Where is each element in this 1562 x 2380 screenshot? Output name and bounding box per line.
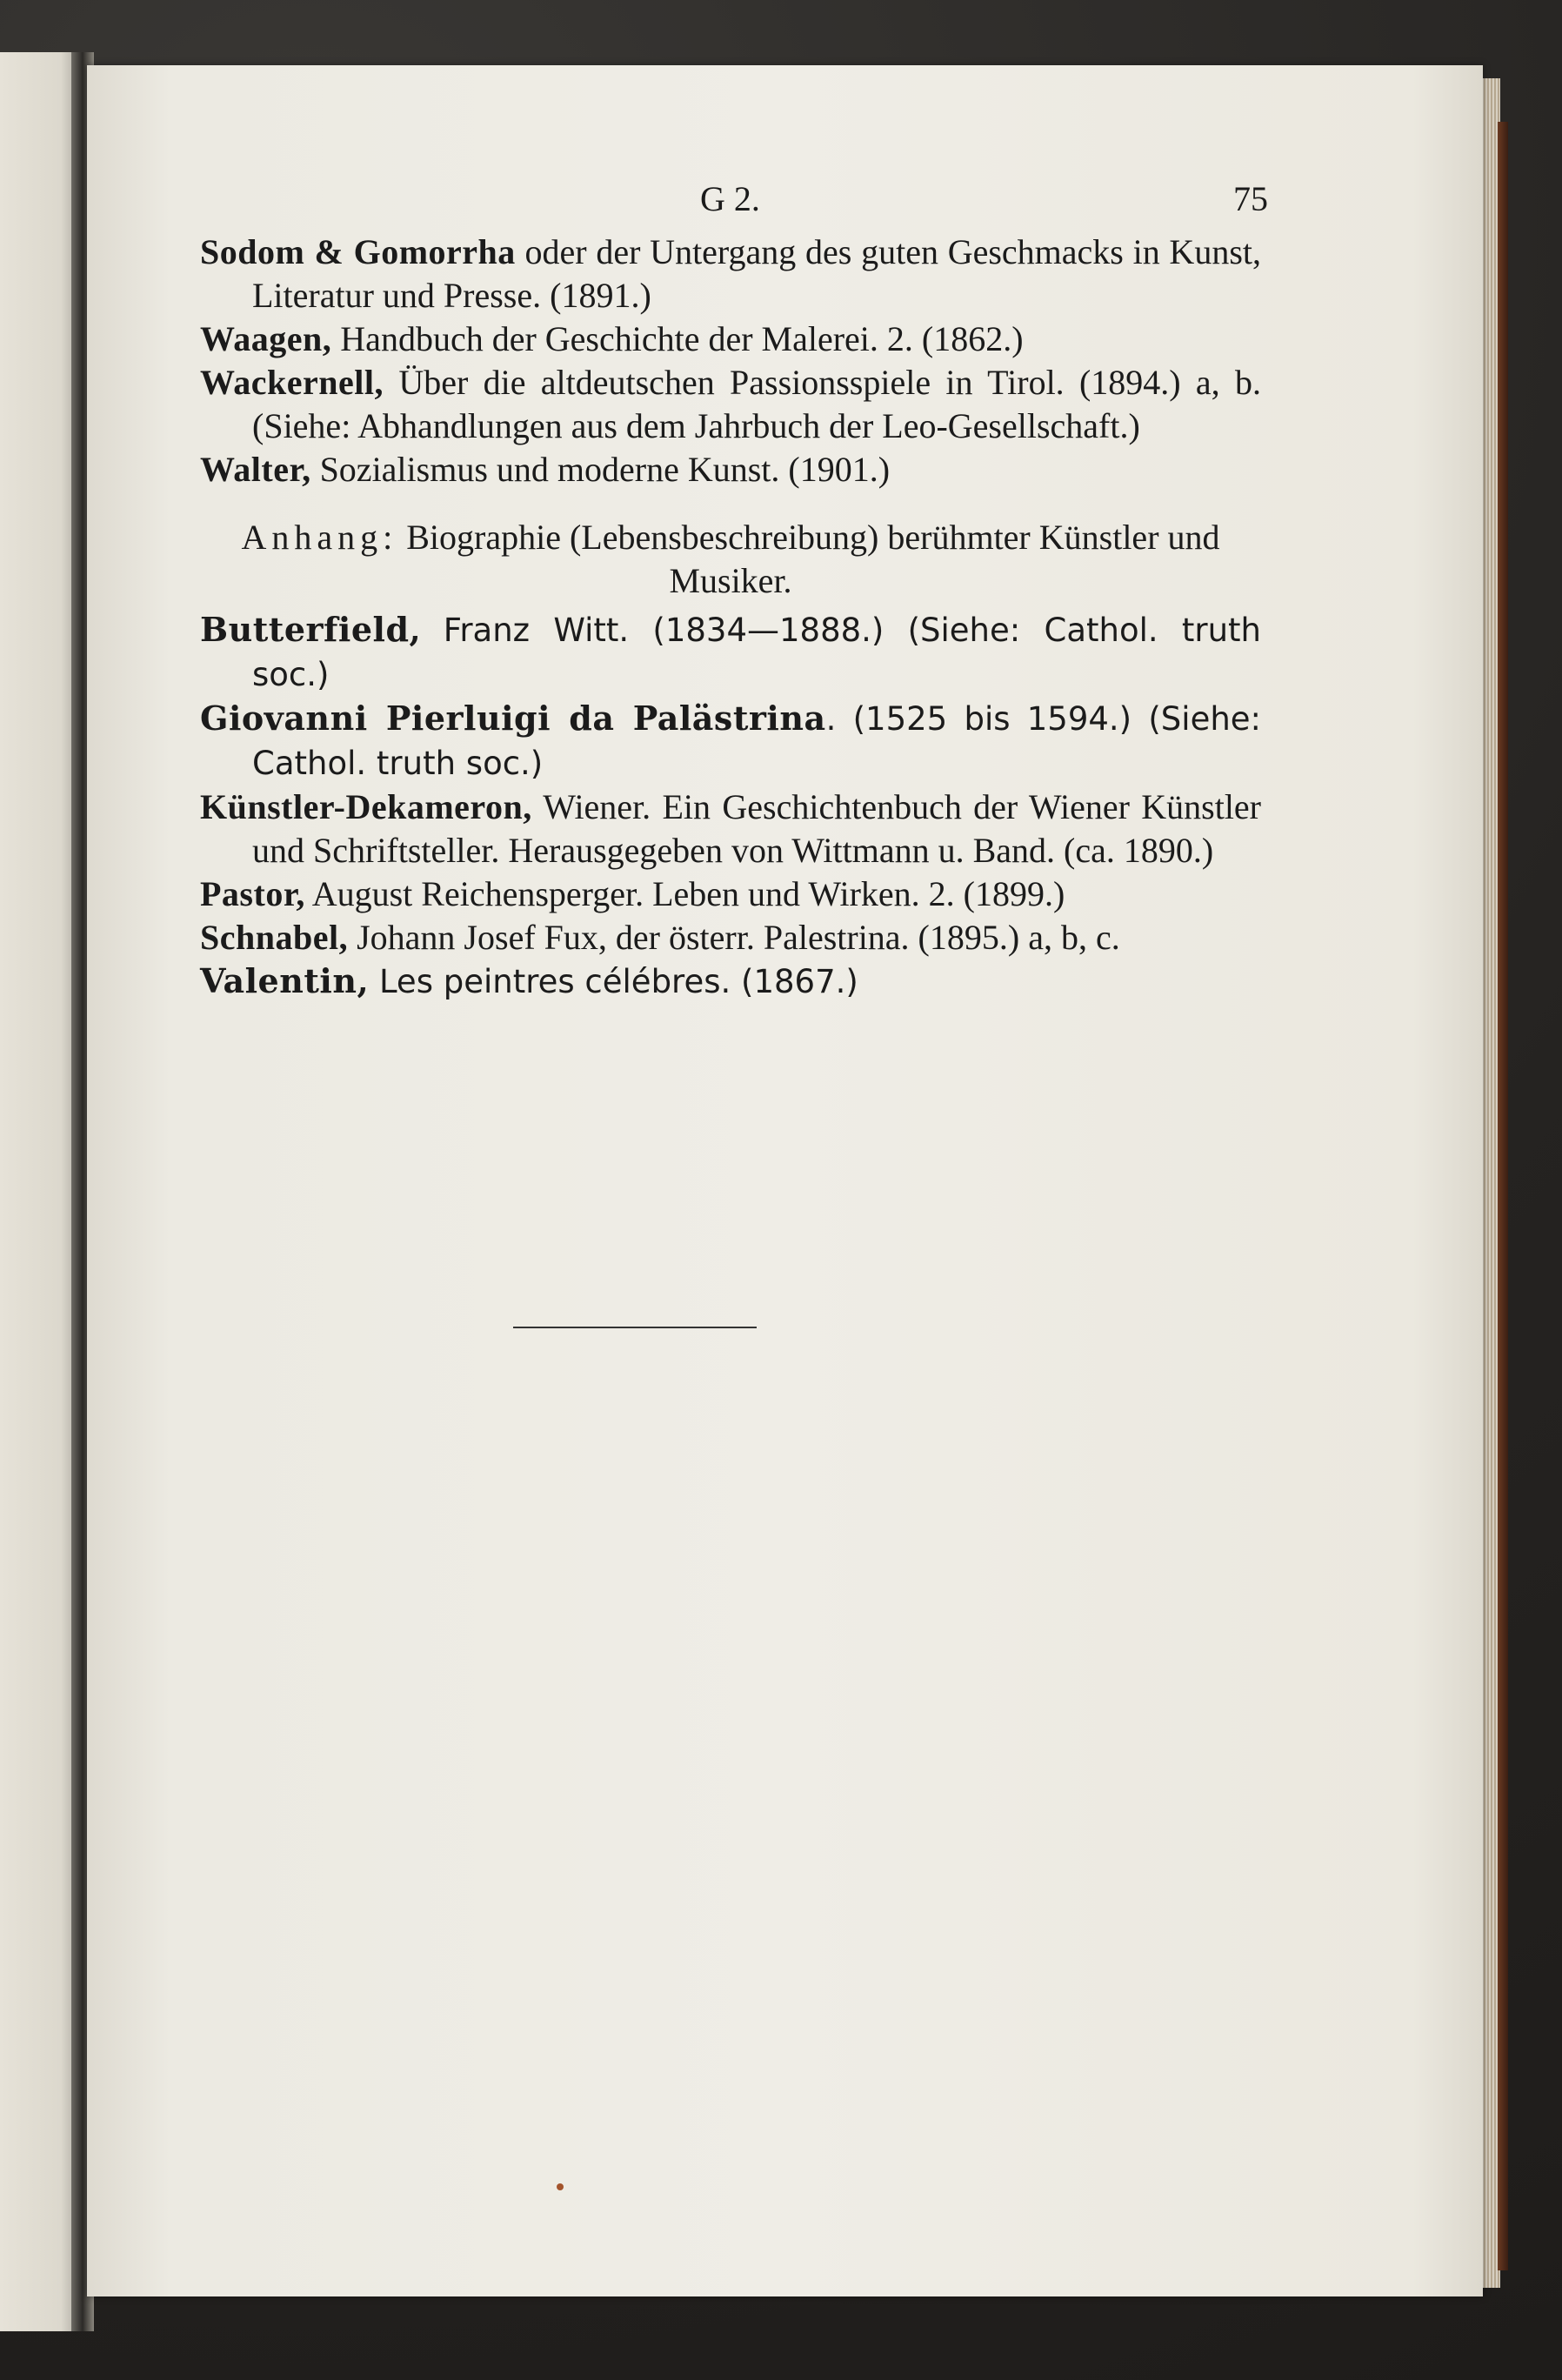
entry-text: Handbuch der Geschichte der Malerei. 2. (1862.) xyxy=(331,319,1024,358)
page-content xyxy=(200,178,1268,1004)
bibliography-entry xyxy=(200,697,1261,786)
entry-head: Butterfield, xyxy=(200,610,422,649)
entry-text: . (1525 bis 1594.) (Siehe: Cathol. truth soc.) xyxy=(252,700,1262,782)
entry-text: August Reichensperger. Leben und Wirken. 2. (1899.) xyxy=(304,874,1065,913)
bibliography-entry xyxy=(200,916,1261,959)
entry-text: Les peintres célébres. (1867.) xyxy=(369,963,858,1000)
entry-head: Künstler-Dekameron, xyxy=(200,787,532,826)
bibliography-entry xyxy=(200,959,1261,1004)
bibliography-entry xyxy=(200,786,1261,872)
entry-head: Valentin, xyxy=(200,961,370,1000)
entry-text: Wiener. Ein Geschichtenbuch der Wiener Künstler und Schriftsteller. Herausgegeben von Wittmann u. Band. (ca. 1890.) xyxy=(252,787,1261,870)
entry-head: Schnabel, xyxy=(200,918,349,957)
entry-text: Franz Witt. (1834—1888.) (Siehe: Cathol. truth soc.) xyxy=(252,612,1261,693)
bibliography-entry xyxy=(200,448,1261,491)
signature-mark: G 2. xyxy=(700,179,760,218)
appendix-text: Biographie (Lebensbeschreibung) berühmter Künstler und Musiker. xyxy=(397,518,1220,600)
paper-speck xyxy=(557,2183,564,2190)
entry-head: Wackernell, xyxy=(200,363,384,402)
bibliography-entry xyxy=(200,361,1261,448)
entry-head: Walter, xyxy=(200,450,311,489)
entry-text: oder der Untergang des guten Geschmacks in Kunst, Literatur und Presse. (1891.) xyxy=(252,232,1261,315)
entry-head: Sodom & Gomorrha xyxy=(200,232,516,271)
bibliography-entry xyxy=(200,318,1261,361)
appendix-label: Anhang: xyxy=(241,518,398,557)
entry-head: Giovanni Pierluigi da Palästrina xyxy=(200,699,826,738)
bibliography-entry xyxy=(200,231,1261,318)
running-header xyxy=(200,178,1268,231)
entry-text: Johann Josef Fux, der österr. Palestrina. (1895.) a, b, c. xyxy=(348,918,1120,957)
cover-edge xyxy=(1498,122,1508,2270)
entry-head: Waagen, xyxy=(200,319,332,358)
entry-head: Pastor, xyxy=(200,874,305,913)
bibliography-entry xyxy=(200,608,1261,697)
page-number: 75 xyxy=(1233,179,1268,218)
entry-text: Sozialismus und moderne Kunst. (1901.) xyxy=(310,450,891,489)
appendix-heading xyxy=(200,516,1261,603)
entry-text: Über die altdeutschen Passionsspiele in Tirol. (1894.) a, b. (Siehe: Abhandlungen aus dem Jahrbuch der Leo-Gesellschaft.) xyxy=(252,363,1261,445)
bibliography-entry xyxy=(200,872,1261,916)
section-end-rule xyxy=(513,1327,757,1328)
